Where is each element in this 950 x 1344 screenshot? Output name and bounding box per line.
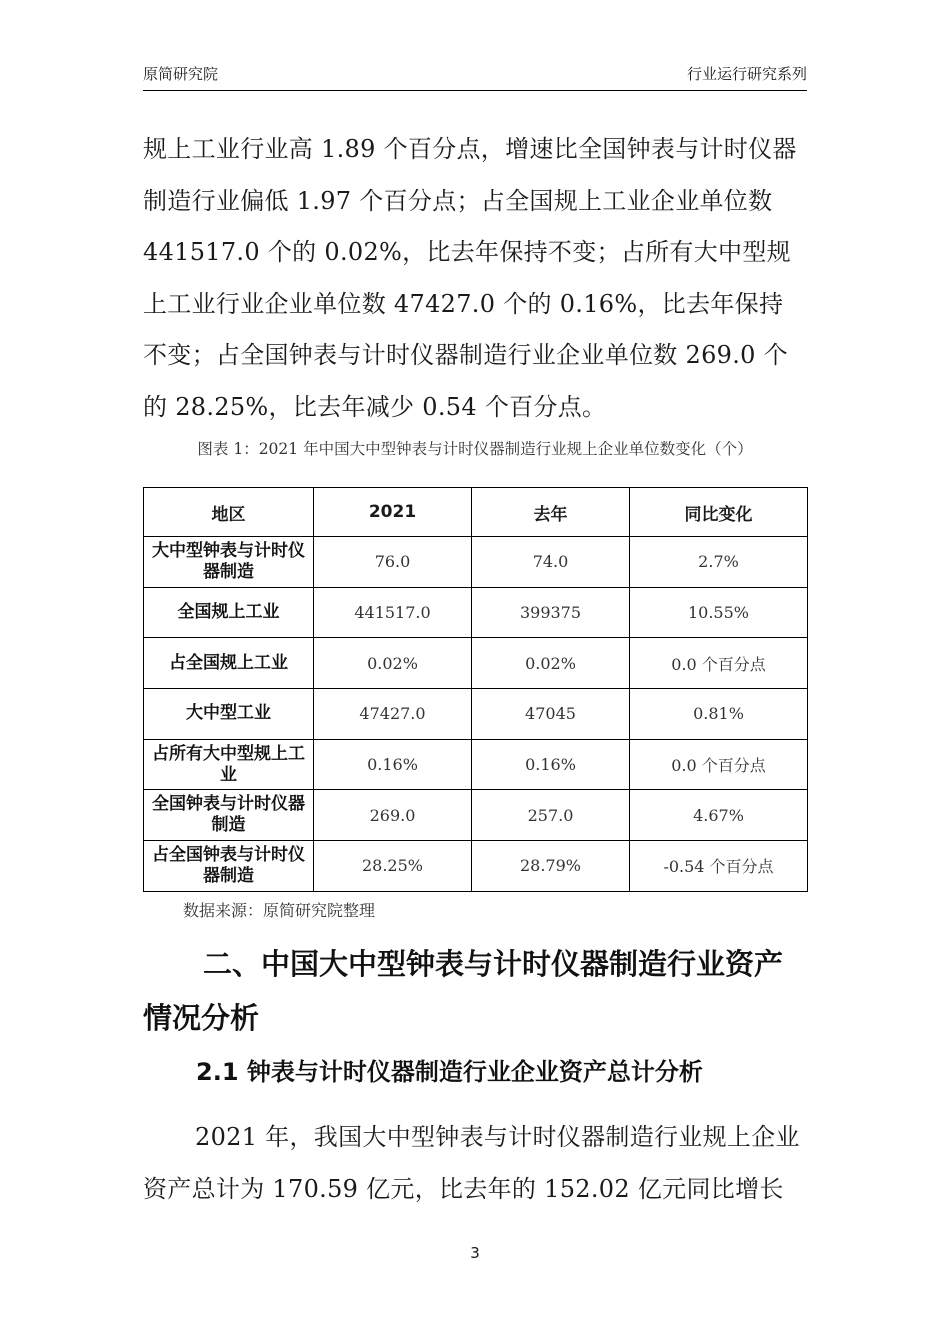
enterprise-count-table [143,487,808,892]
table-caption: 图表 1：2021 年中国大中型钟表与计时仪器制造行业规上企业单位数变化（个） [197,440,753,458]
table-header-row [144,488,808,537]
row-label: 大中型工业 [144,689,314,740]
cell-2021: 0.16% [314,739,472,790]
row-label: 全国钟表与计时仪器制造 [144,790,314,841]
cell-yoy-change: 10.55% [630,587,808,638]
cell-last-year: 257.0 [472,790,630,841]
table-row [144,638,808,689]
cell-last-year: 28.79% [472,841,630,892]
cell-yoy-change: 2.7% [630,537,808,588]
cell-2021: 269.0 [314,790,472,841]
cell-last-year: 47045 [472,689,630,740]
header-org: 原简研究院 [143,65,219,83]
row-label: 占所有大中型规上工业 [144,739,314,790]
table-row [144,689,808,740]
cell-yoy-change: 0.0 个百分点 [630,638,808,689]
cell-last-year: 0.02% [472,638,630,689]
cell-2021: 0.02% [314,638,472,689]
body-paragraph-2: 2021 年，我国大中型钟表与计时仪器制造行业规上企业资产总计为 170.59 亿元，比去年的 152.02 亿元同比增长 [143,1123,800,1203]
section-title: 二、中国大中型钟表与计时仪器制造行业资产情况分析 [143,947,784,1035]
cell-last-year: 0.16% [472,739,630,790]
subsection-title: 2.1 钟表与计时仪器制造行业企业资产总计分析 [196,1058,703,1086]
cell-last-year: 74.0 [472,537,630,588]
row-label: 占全国钟表与计时仪器制造 [144,841,314,892]
row-label: 占全国规上工业 [144,638,314,689]
col-header-2021: 2021 [314,488,472,537]
table-row [144,739,808,790]
cell-last-year: 399375 [472,587,630,638]
table-row [144,587,808,638]
table-row [144,841,808,892]
col-header-yoy-change: 同比变化 [630,488,808,537]
col-header-region: 地区 [144,488,314,537]
cell-yoy-change: 0.81% [630,689,808,740]
cell-2021: 441517.0 [314,587,472,638]
page-header [143,62,807,91]
cell-2021: 47427.0 [314,689,472,740]
cell-yoy-change: 4.67% [630,790,808,841]
page-number: 3 [470,1244,480,1262]
table-row [144,537,808,588]
cell-2021: 28.25% [314,841,472,892]
row-label: 全国规上工业 [144,587,314,638]
cell-2021: 76.0 [314,537,472,588]
header-series: 行业运行研究系列 [686,65,807,83]
cell-yoy-change: 0.0 个百分点 [630,739,808,790]
col-header-last-year: 去年 [472,488,630,537]
table-row [144,790,808,841]
body-paragraph-1: 规上工业行业高 1.89 个百分点，增速比全国钟表与计时仪器制造行业偏低 1.97 个百分点；占全国规上工业企业单位数 441517.0 个的 0.02%，比去年保持不变；占所有大中型规上工业行业企业单位数 47427.0 个的 0.16%，比去年保持不变；占全国钟表与计时仪器制造行业企业单位数 269.0 个的 28.25%，比去年减少 0.54 个百分点。 [143,135,797,421]
data-source-note: 数据来源：原简研究院整理 [183,901,376,920]
cell-yoy-change: -0.54 个百分点 [630,841,808,892]
row-label: 大中型钟表与计时仪器制造 [144,537,314,588]
